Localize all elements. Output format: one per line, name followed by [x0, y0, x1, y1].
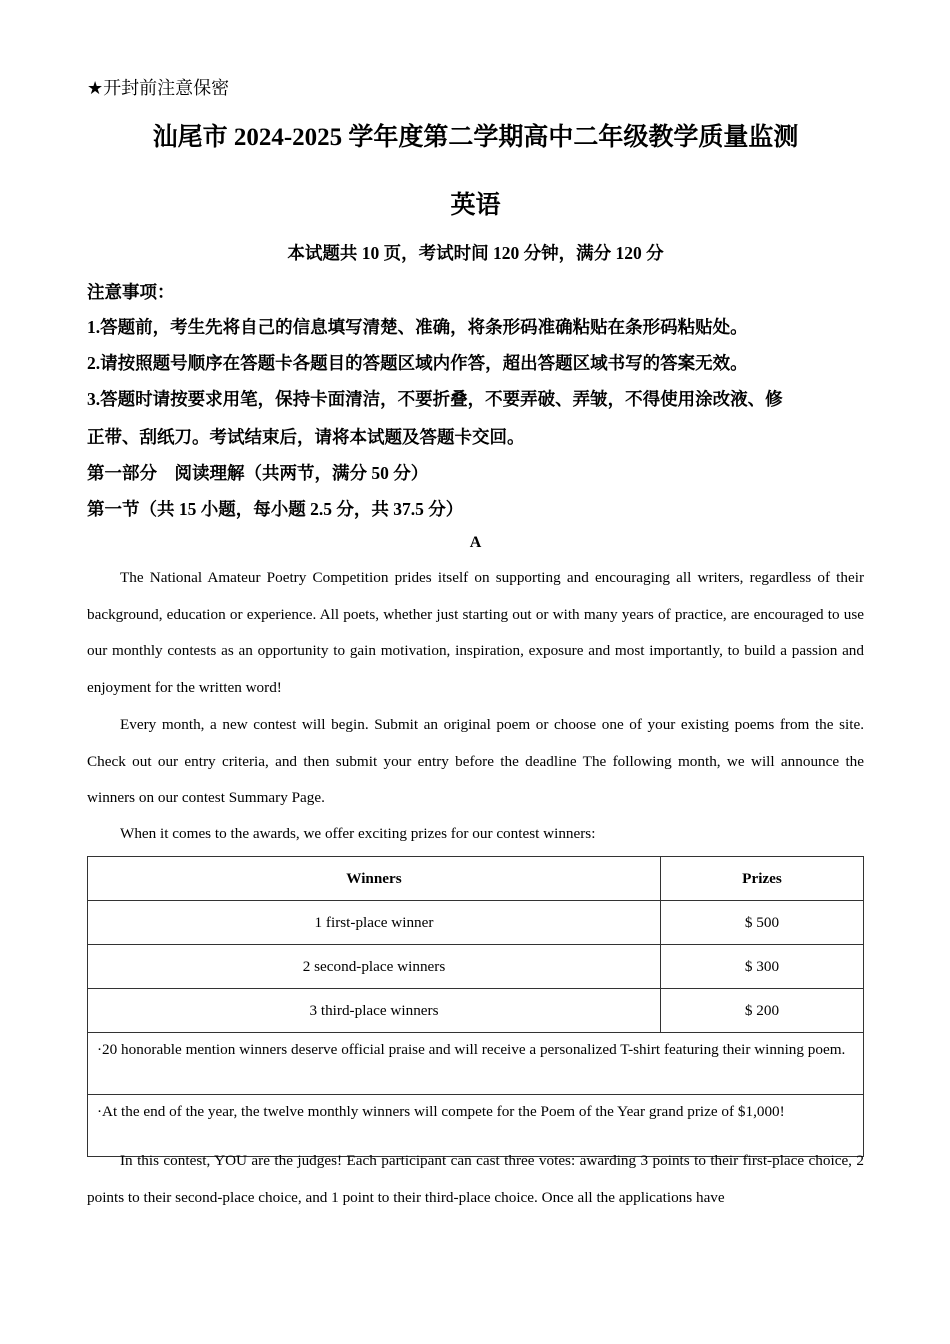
table-row	[88, 945, 864, 989]
winner-cell: 3 third-place winners	[88, 989, 661, 1033]
passage-paragraph: In this contest, YOU are the judges! Each participant can cast three votes: awarding 3 points to their first-place choice, 2 points to their second-place choice, and 1 point to their third-place choice. Once all the applications have	[87, 1152, 864, 1206]
note-item: 1.答题前，考生先将自己的信息填写清楚、准确，将条形码准确粘贴在条形码粘贴处。	[87, 317, 748, 337]
section-heading: 第一节（共 15 小题，每小题 2.5 分，共 37.5 分）	[87, 499, 464, 519]
column-header-prizes: Prizes	[661, 857, 864, 901]
notes-heading: 注意事项：	[87, 282, 175, 302]
winner-cell: 2 second-place winners	[88, 945, 661, 989]
exam-info: 本试题共 10 页，考试时间 120 分钟，满分 120 分	[287, 243, 664, 263]
prize-cell: $ 300	[661, 945, 864, 989]
passage-paragraph: When it comes to the awards, we offer exciting prizes for our contest winners:	[120, 825, 596, 842]
table-row	[88, 989, 864, 1033]
honorable-mention-note: ·20 honorable mention winners deserve official praise and will receive a personalized T-shirt featuring their winning poem.	[88, 1033, 864, 1095]
prize-table	[87, 856, 864, 1157]
passage-label: A	[469, 534, 482, 551]
table-note-row	[88, 1033, 864, 1095]
table-row	[88, 901, 864, 945]
note-item: 2.请按照题号顺序在答题卡各题目的答题区域内作答，超出答题区域书写的答案无效。	[87, 353, 748, 373]
confidential-mark: ★开封前注意保密	[87, 78, 230, 99]
grand-prize-note: ·At the end of the year, the twelve monthly winners will compete for the Poem of the Year grand prize of $1,000!	[88, 1095, 864, 1157]
table-header-row	[88, 857, 864, 901]
prize-cell: $ 200	[661, 989, 864, 1033]
note-item: 正带、刮纸刀。考试结束后，请将本试题及答题卡交回。	[87, 427, 525, 447]
part-heading: 第一部分 阅读理解（共两节，满分 50 分）	[87, 463, 429, 483]
subject-title: 英语	[450, 192, 501, 219]
exam-title: 汕尾市 2024-2025 学年度第二学期高中二年级教学质量监测	[152, 124, 799, 151]
winner-cell: 1 first-place winner	[88, 901, 661, 945]
prize-cell: $ 500	[661, 901, 864, 945]
column-header-winners: Winners	[88, 857, 661, 901]
note-item: 3.答题时请按要求用笔，保持卡面清洁，不要折叠，不要弄破、弄皱，不得使用涂改液、修	[87, 389, 783, 409]
passage-paragraph: The National Amateur Poetry Competition prides itself on supporting and encouraging all writers, regardless of their background, education or experience. All poets, whether just starting out or with many years of practice, are encouraged to use our monthly contests as an opportunity to gain motivation, inspiration, exposure and most importantly, to build a passion and enjoyment for the written word!	[87, 569, 864, 697]
passage-paragraph: Every month, a new contest will begin. Submit an original poem or choose one of your existing poems from the site. Check out our entry criteria, and then submit your entry before the deadline The following month, we will announce the winners on our contest Summary Page.	[87, 716, 864, 807]
